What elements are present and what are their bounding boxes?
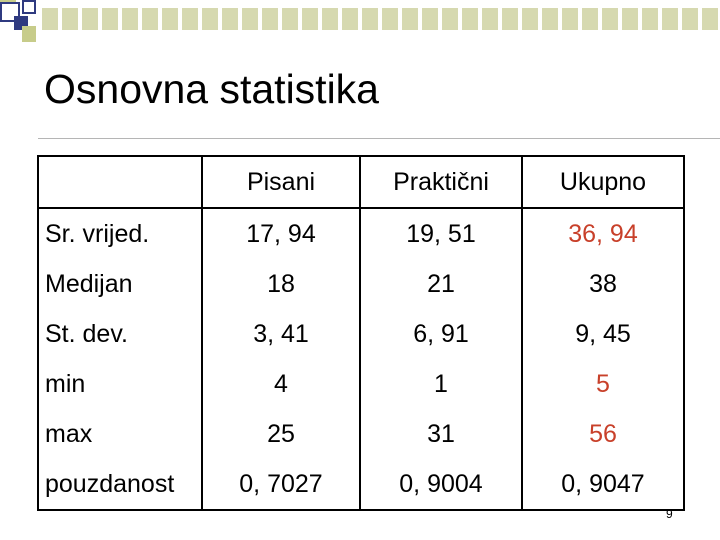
row-label: min: [38, 359, 202, 409]
table-cell: 3, 41: [202, 309, 360, 359]
table-header-cell: Pisani: [202, 156, 360, 208]
row-label: Medijan: [38, 259, 202, 309]
slide-title: Osnovna statistika: [44, 66, 379, 112]
table-cell: 18: [202, 259, 360, 309]
row-label: St. dev.: [38, 309, 202, 359]
table-cell: 0, 7027: [202, 459, 360, 510]
table-cell: 1: [360, 359, 522, 409]
table-row: [38, 259, 684, 309]
table-cell: 21: [360, 259, 522, 309]
title-divider: [38, 138, 720, 139]
page-number: 9: [666, 507, 673, 521]
table-cell-highlight: 56: [522, 409, 684, 459]
table-row: [38, 359, 684, 409]
table-header-cell: [38, 156, 202, 208]
table-row: [38, 309, 684, 359]
table-cell: 38: [522, 259, 684, 309]
table-cell-highlight: 5: [522, 359, 684, 409]
table-header-row: [38, 156, 684, 208]
table-row: [38, 208, 684, 259]
table-cell: 31: [360, 409, 522, 459]
table-cell: 0, 9004: [360, 459, 522, 510]
table-header-cell: Praktični: [360, 156, 522, 208]
row-label: Sr. vrijed.: [38, 208, 202, 259]
decor-square: [22, 26, 36, 42]
table-cell: 4: [202, 359, 360, 409]
header-band: [42, 8, 720, 30]
row-label: max: [38, 409, 202, 459]
statistics-table: [37, 155, 685, 511]
table-cell: 6, 91: [360, 309, 522, 359]
table-header-cell: Ukupno: [522, 156, 684, 208]
decor-square-outline: [22, 0, 36, 14]
table-row: [38, 459, 684, 510]
table-cell: 17, 94: [202, 208, 360, 259]
table-cell: 19, 51: [360, 208, 522, 259]
row-label: pouzdanost: [38, 459, 202, 510]
table-cell: 25: [202, 409, 360, 459]
table-cell: 9, 45: [522, 309, 684, 359]
table-cell: 0, 9047: [522, 459, 684, 510]
table-row: [38, 409, 684, 459]
table-cell-highlight: 36, 94: [522, 208, 684, 259]
